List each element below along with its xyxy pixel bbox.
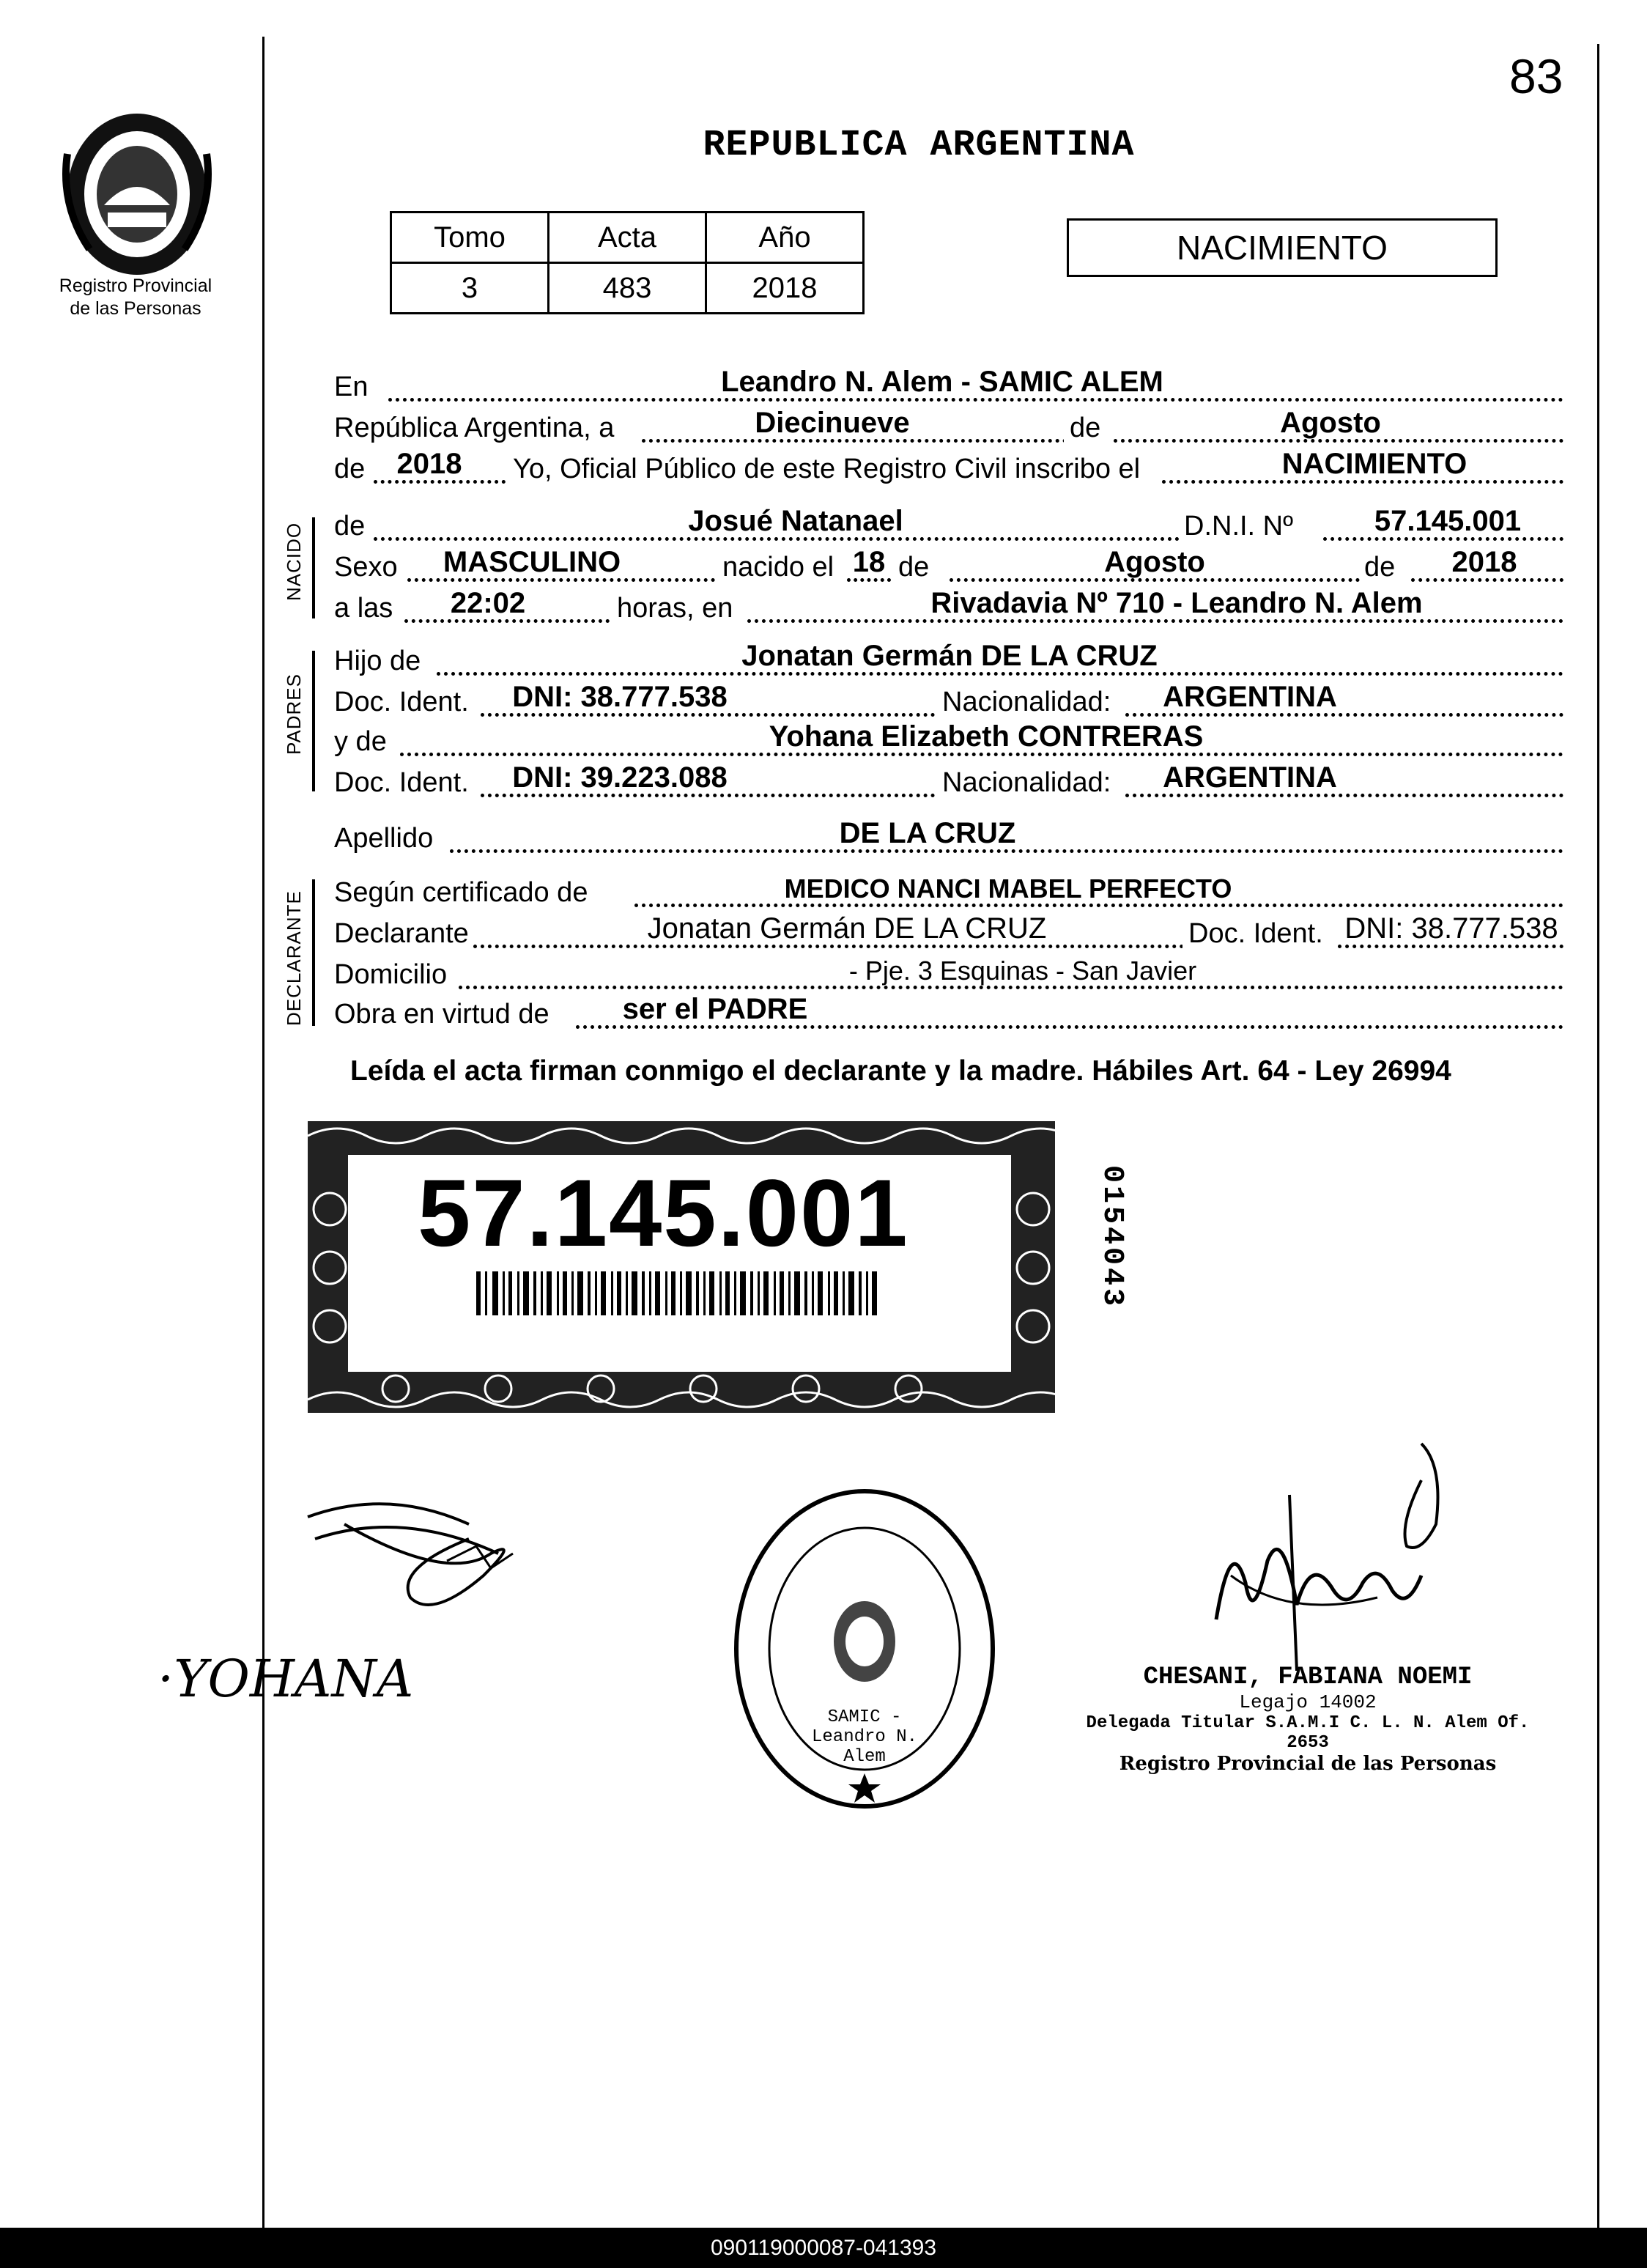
nacionalidad-label: Nacionalidad: [935,687,1118,718]
padres-bracket [312,651,315,791]
a-las-label: a las [334,593,393,624]
dni-sticker-number: 57.145.001 [418,1159,909,1266]
row-year [334,448,1565,490]
row-padre [334,640,1565,681]
official-stamp [1084,1663,1531,1775]
nacido-side-label: NACIDO [283,522,305,601]
day-value: Diecinueve [755,407,910,439]
en-label: En [334,372,369,402]
obra-value: ser el PADRE [622,993,808,1025]
birth-month-value: Agosto [1104,546,1205,578]
official-office: Registro Provincial de las Personas [1119,1753,1497,1775]
de-label-2: de [898,552,930,583]
official-legajo: Legajo 14002 [1239,1691,1377,1713]
month-value: Agosto [1280,407,1381,439]
padre-nac-value: ARGENTINA [1163,681,1337,713]
footer-code: 090119000087-041393 [0,2228,1647,2268]
dni-value: 57.145.001 [1374,505,1522,537]
birth-year-value: 2018 [1451,546,1517,578]
madre-doc-value: DNI: 39.223.088 [512,761,728,794]
declarante-side-label: DECLARANTE [283,890,305,1026]
padre-doc-value: DNI: 38.777.538 [512,681,728,713]
nacido-el-label: nacido el [722,552,834,583]
sexo-label: Sexo [334,552,398,583]
page-number: 83 [1509,49,1563,103]
domicilio-value: - Pje. 3 Esquinas - San Javier [848,956,1197,986]
apellido-label: Apellido [334,823,434,854]
padres-side-label: PADRES [283,673,305,755]
year-value: 2018 [396,448,462,480]
obra-label: Obra en virtud de [334,999,549,1030]
de-label: de [1064,413,1106,444]
doc-ident-label: Doc. Ident. [334,767,469,798]
row-sexo [334,547,1565,588]
apellido-value: DE LA CRUZ [839,817,1016,849]
row-madre [334,721,1565,762]
nacido-bracket [312,517,315,618]
row-hora [334,588,1565,629]
dni-label: D.N.I. Nº [1184,511,1293,542]
de-label-3: de [1360,552,1399,583]
domicilio-label: Domicilio [334,959,448,990]
de-name-label: de [334,511,366,542]
sexo-value: MASCULINO [443,546,621,578]
decl-doc-label: Doc. Ident. [1182,918,1329,950]
doc-ident-label: Doc. Ident. [334,687,469,717]
row-padre-doc [334,681,1565,723]
declarante-bracket [312,879,315,1026]
row-obra [334,994,1565,1035]
official-role: Delegada Titular S.A.M.I C. L. N. Alem Of. 2653 [1086,1713,1530,1753]
madre-nac-value: ARGENTINA [1163,761,1337,794]
sticker-serial [1095,1165,1128,1309]
birth-day-value: 18 [852,546,886,578]
nacionalidad-label: Nacionalidad: [935,767,1118,799]
y-de-label: y de [334,726,387,757]
row-declarante [334,913,1565,954]
row-madre-doc [334,762,1565,803]
right-margin-line [1597,44,1599,2228]
madre-value: Yohana Elizabeth CONTRERAS [769,720,1204,753]
row-en [334,366,1565,407]
child-name-value: Josué Natanael [688,505,903,537]
signature-left-name: ·YOHANA [158,1649,414,1709]
value-anio: 2018 [706,263,864,314]
certificado-value: MEDICO NANCI MABEL PERFECTO [784,873,1232,904]
decl-doc-value: DNI: 38.777.538 [1344,912,1558,945]
hijo-de-label: Hijo de [334,646,421,676]
padre-value: Jonatan Germán DE LA CRUZ [741,640,1158,672]
place-value: Leandro N. Alem - SAMIC ALEM [721,366,1163,398]
official-name: CHESANI, FABIANA NOEMI [1143,1663,1473,1691]
row-republica [334,407,1565,448]
row-name [334,506,1565,547]
value-tomo: 3 [391,263,549,314]
row-certificado [334,872,1565,913]
signature-right [1202,1436,1480,1674]
inscribo-value: NACIMIENTO [1281,448,1468,480]
row-domicilio [334,954,1565,995]
declarante-value: Jonatan Germán DE LA CRUZ [647,912,1047,945]
left-margin-line [262,37,264,2228]
document-title: REPUBLICA ARGENTINA [703,125,1135,166]
yo-text: Yo, Oficial Público de este Registro Civil inscribo el [513,454,1141,484]
header-anio: Año [706,213,864,263]
row-apellido [334,818,1565,859]
logo-caption: Registro Provincial de las Personas [59,276,212,319]
registry-table [390,211,865,314]
horas-label: horas, en [617,593,733,624]
value-acta: 483 [549,263,706,314]
closing-text: Leída el acta firman conmigo el declarante y la madre. Hábiles Art. 64 - Ley 26994 [350,1055,1451,1087]
header-tomo: Tomo [391,213,549,263]
hora-value: 22:02 [450,587,526,619]
declarante-label: Declarante [334,918,469,949]
de-year-label: de [334,454,366,484]
signature-left [300,1495,535,1645]
republica-label: República Argentina, a [334,413,615,443]
seal-inner-text: SAMIC - Leandro N. Alem [811,1707,918,1767]
certificado-label: Según certificado de [334,877,588,908]
act-type-box: NACIMIENTO [1067,218,1498,277]
header-acta: Acta [549,213,706,263]
lugar-value: Rivadavia Nº 710 - Leandro N. Alem [930,587,1423,619]
sticker-serial-text: 0154043 [1095,1165,1128,1310]
